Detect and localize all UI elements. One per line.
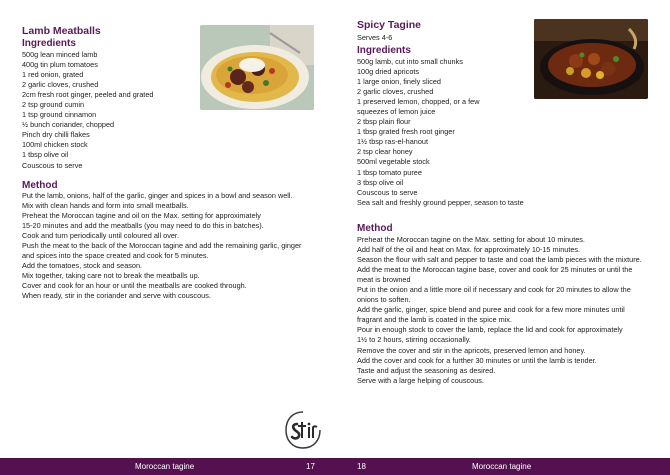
ingredients-list-right <box>357 57 524 208</box>
ingredient-item: 1 tsp ground cinnamon <box>22 110 97 120</box>
method-line: and spices into the space created and cook for 5 minutes. <box>22 251 209 261</box>
method-line: When ready, stir in the coriander and serve with couscous. <box>22 291 211 301</box>
method-line: Taste and adjust the seasoning as desired. <box>357 365 496 375</box>
ingredient-item: ½ bunch coriander, chopped <box>22 120 115 130</box>
ingredient-item: squeezes of lemon juice <box>357 107 436 117</box>
ingredient-item: 100ml chicken stock <box>22 140 88 150</box>
footer-label-right: Moroccan tagine <box>472 462 532 471</box>
ingredient-item: 500g lamb, cut into small chunks <box>357 57 463 66</box>
method-list-right <box>357 235 642 386</box>
footer-label-left: Moroccan tagine <box>135 462 195 471</box>
ingredient-item: Couscous to serve <box>22 160 83 170</box>
ingredients-heading-right: Ingredients <box>357 45 411 56</box>
ingredient-item: 1 red onion, grated <box>22 70 84 80</box>
recipe-title-spicy-tagine: Spicy Tagine <box>357 19 421 31</box>
ingredient-item: 500g lean minced lamb <box>22 50 98 59</box>
recipe-title-lamb-meatballs: Lamb Meatballs <box>22 25 101 37</box>
lamb-meatballs-photo <box>200 25 314 110</box>
method-line: Serve with a large helping of couscous. <box>357 375 484 385</box>
page-number-left: 17 <box>306 462 315 471</box>
ingredient-item: 1 large onion, finely sliced <box>357 77 441 87</box>
method-line: 15-20 minutes and add the meatballs (you may need to do this in batches). <box>22 221 264 231</box>
ingredient-item: 500ml vegetable stock <box>357 157 430 167</box>
method-list-left <box>22 191 301 302</box>
method-heading-left: Method <box>22 180 58 191</box>
ingredients-heading-left: Ingredients <box>22 38 76 49</box>
ingredient-item: 2 garlic cloves, crushed <box>357 87 434 97</box>
serves-text: Serves 4-6 <box>357 33 393 42</box>
method-line: 1½ to 2 hours, stirring occasionally. <box>357 335 471 345</box>
method-line: Add half of the oil and heat on Max. for approximately 10-15 minutes. <box>357 245 581 255</box>
method-line: Preheat the Moroccan tagine and oil on the Max. setting for approximately <box>22 211 261 221</box>
ingredient-item: 1 tbsp tomato puree <box>357 167 422 177</box>
spicy-tagine-photo <box>534 19 648 99</box>
ingredient-item: 2cm fresh root ginger, peeled and grated <box>22 90 154 100</box>
method-line: Push the meat to the back of the Moroccan tagine and add the remaining garlic, ginger <box>22 241 302 251</box>
method-line: Add the meat to the Moroccan tagine base, cover and cook for 25 minutes or until the <box>357 265 633 275</box>
ingredient-item: 1 tbsp olive oil <box>22 150 69 160</box>
footer-bar <box>0 458 670 475</box>
ingredient-item: 3 tbsp olive oil <box>357 177 404 187</box>
ingredient-item: 2 tsp clear honey <box>357 147 413 157</box>
method-line: Add the cover and cook for a further 30 minutes or until the lamb is tender. <box>357 355 597 365</box>
method-line: Pour in enough stock to cover the lamb, replace the lid and cook for approximately <box>357 325 623 335</box>
stir-logo <box>282 410 324 456</box>
method-line: fragrant and the lamb is coated in the spice mix. <box>357 315 512 325</box>
stir-logo-mark <box>282 410 324 456</box>
ingredient-item: 2 tbsp plain flour <box>357 117 411 127</box>
ingredient-item: Pinch dry chilli flakes <box>22 130 90 140</box>
tagine-dish-illustration <box>534 19 648 99</box>
method-line: Cover and cook for an hour or until the meatballs are cooked through. <box>22 281 247 291</box>
ingredient-item: Sea salt and freshly ground pepper, season to taste <box>357 197 524 207</box>
ingredient-item: 2 tsp ground cumin <box>22 100 85 110</box>
ingredient-item: 1½ tbsp ras-el-hanout <box>357 137 428 147</box>
method-line: Mix with clean hands and form into small meatballs. <box>22 201 189 211</box>
method-line: Mix together, taking care not to break the meatballs up. <box>22 271 200 281</box>
ingredient-item: 1 preserved lemon, chopped, or a few <box>357 97 480 107</box>
meatballs-plate-illustration <box>200 25 314 110</box>
method-line: Preheat the Moroccan tagine on the Max. setting for about 10 minutes. <box>357 235 585 244</box>
ingredient-item: Couscous to serve <box>357 187 418 197</box>
method-line: Put the lamb, onions, half of the garlic, ginger and spices in a bowl and season well. <box>22 191 293 200</box>
ingredient-item: 1 tbsp grated fresh root ginger <box>357 127 455 137</box>
method-line: Add the tomatoes, stock and season. <box>22 261 143 271</box>
method-line: Remove the cover and stir in the apricots, preserved lemon and honey. <box>357 345 586 355</box>
ingredient-item: 400g tin plum tomatoes <box>22 60 98 70</box>
ingredient-item: 2 garlic cloves, crushed <box>22 80 99 90</box>
method-line: Put in the onion and a little more oil if necessary and cook for 20 minutes to allow the <box>357 285 631 295</box>
method-line: Add the garlic, ginger, spice blend and puree and cook for a few more minutes until <box>357 305 625 315</box>
ingredients-list-left <box>22 50 153 171</box>
method-line: meat is browned <box>357 275 411 285</box>
ingredient-item: 100g dried apricots <box>357 67 420 77</box>
method-heading-right: Method <box>357 223 393 234</box>
method-line: Cook and turn periodically until coloured all over. <box>22 231 179 241</box>
method-line: onions to soften. <box>357 295 411 305</box>
page-number-right: 18 <box>357 462 366 471</box>
method-line: Season the flour with salt and pepper to taste and coat the lamb pieces with the mixture. <box>357 255 642 265</box>
